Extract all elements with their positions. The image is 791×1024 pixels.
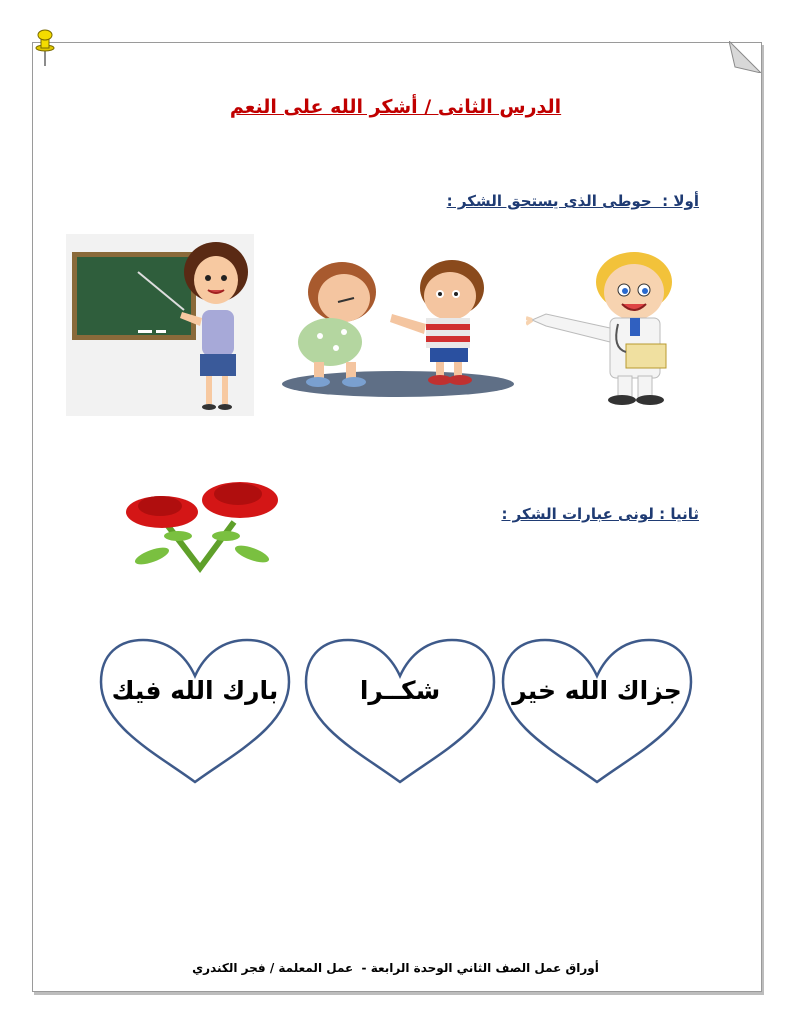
- lesson-title: الدرس الثانى / أشكر الله على النعم: [229, 96, 562, 118]
- heart-shape[interactable]: [499, 636, 695, 786]
- heart-label: بارك الله فيك: [111, 676, 279, 705]
- roses-image: [122, 478, 294, 574]
- heart-shape[interactable]: [302, 636, 498, 786]
- children-image[interactable]: [280, 244, 516, 398]
- pushpin-icon: [34, 28, 56, 68]
- heart-shape[interactable]: [97, 636, 293, 786]
- heart-label: شكــرا: [359, 676, 441, 705]
- section2-heading: ثانيا : لونى عبارات الشكر :: [501, 505, 699, 523]
- page-curl-corner: [729, 41, 761, 73]
- doctor-image[interactable]: [526, 248, 700, 406]
- section1-heading: أولا : حوطى الذى يستحق الشكر :: [446, 192, 699, 210]
- footer-credit: أوراق عمل الصف الثاني الوحدة الرابعة - عمل المعلمة / فجر الكندري: [192, 961, 599, 975]
- heart-label: جزاك الله خير: [512, 676, 682, 705]
- teacher-image[interactable]: [66, 234, 254, 416]
